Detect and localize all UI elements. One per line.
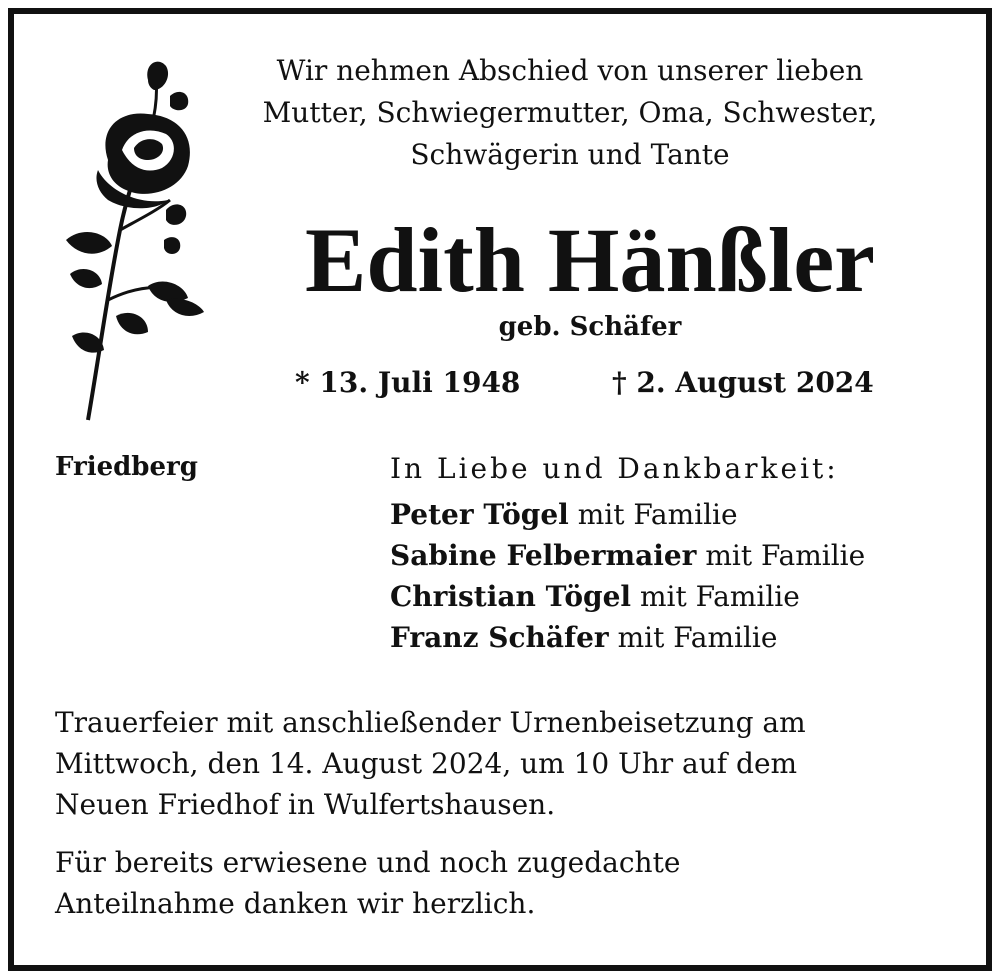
intro-line: Wir nehmen Abschied von unserer lieben <box>276 54 864 87</box>
thanks-heading: In Liebe und Dankbarkeit: <box>390 452 839 485</box>
birth-date: * 13. Juli 1948 <box>295 366 521 399</box>
maiden-name: geb. Schäfer <box>498 312 682 342</box>
mourner-row <box>390 494 865 535</box>
mourner-suffix: mit Familie <box>568 498 738 531</box>
mourner-suffix: mit Familie <box>631 580 800 613</box>
mourner-name: Peter Tögel <box>390 498 569 531</box>
mourners-list <box>390 494 865 658</box>
service-line: Trauerfeier mit anschließender Urnenbeisetzung am <box>55 706 806 739</box>
intro-text <box>200 50 940 176</box>
intro-line: Schwägerin und Tante <box>410 138 730 171</box>
rose-illustration <box>48 50 208 435</box>
gratitude-text <box>55 842 935 924</box>
deceased-name: Edith Hänßler <box>304 209 875 311</box>
mourner-row <box>390 535 865 576</box>
mourner-suffix: mit Familie <box>696 539 866 572</box>
gratitude-line: Für bereits erwiesene und noch zugedachte <box>55 846 681 879</box>
funeral-service-text <box>55 702 935 825</box>
mourner-suffix: mit Familie <box>608 621 778 654</box>
mourner-name: Sabine Felbermaier <box>390 539 697 572</box>
mourner-row <box>390 617 865 658</box>
intro-line: Mutter, Schwiegermutter, Oma, Schwester, <box>262 96 878 129</box>
mourner-row <box>390 576 865 617</box>
service-line: Mittwoch, den 14. August 2024, um 10 Uhr auf dem <box>55 747 798 780</box>
mourner-name: Franz Schäfer <box>390 621 609 654</box>
mourner-name: Christian Tögel <box>390 580 632 613</box>
death-date: † 2. August 2024 <box>612 366 874 399</box>
place-name: Friedberg <box>55 452 198 482</box>
service-line: Neuen Friedhof in Wulfertshausen. <box>55 788 556 821</box>
gratitude-line: Anteilnahme danken wir herzlich. <box>55 887 536 920</box>
